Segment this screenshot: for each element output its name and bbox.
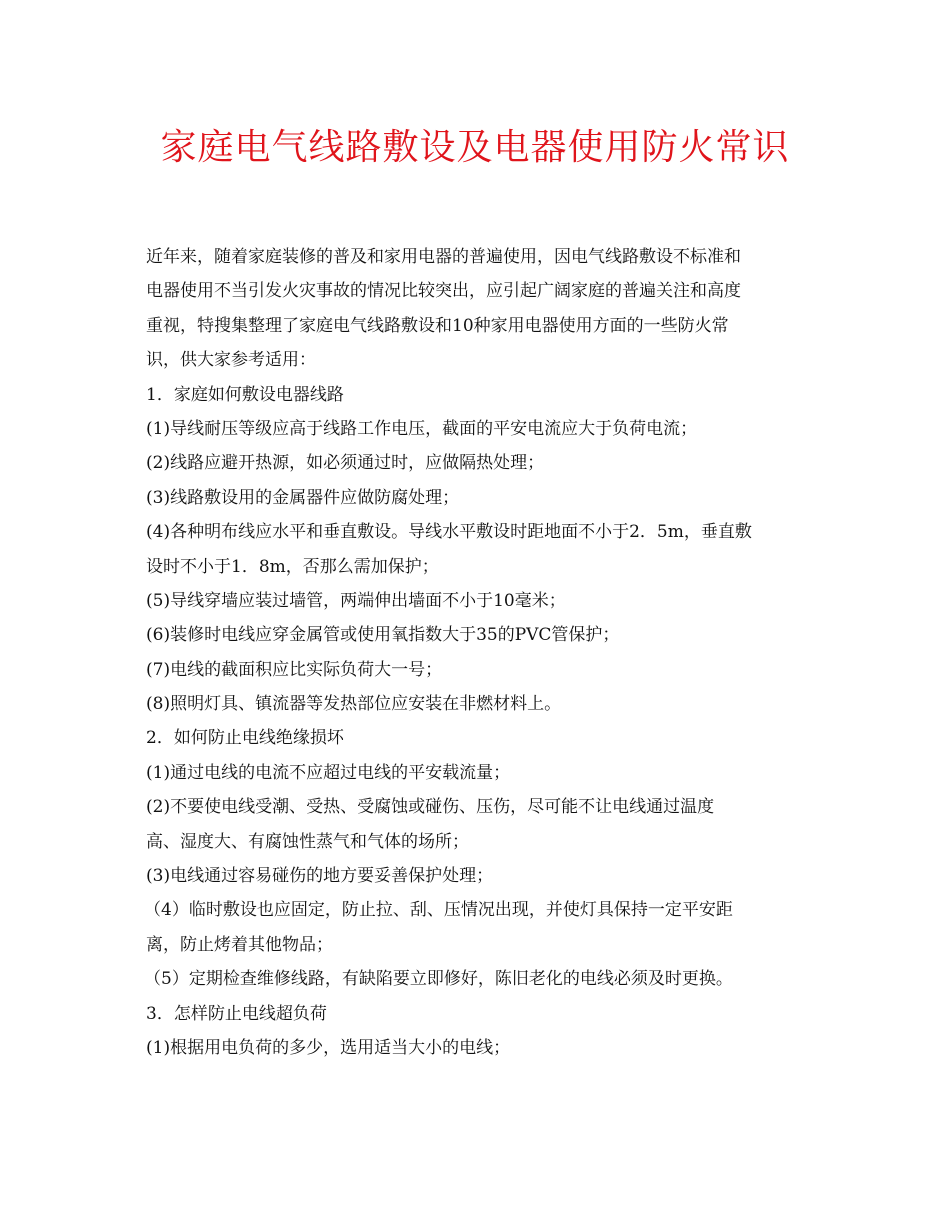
paragraph-line: 近年来，随着家庭装修的普及和家用电器的普遍使用，因电气线路敷设不标准和 xyxy=(146,247,741,267)
paragraph-line: 重视，特搜集整理了家庭电气线路敷设和10种家用电器使用方面的一些防火常 xyxy=(146,315,729,336)
list-item: (7)电线的截面积应比实际负荷大一号； xyxy=(146,659,443,680)
list-item: (3)电线通过容易碰伤的地方要妥善保护处理； xyxy=(146,866,494,887)
list-item-continuation: 离，防止烤着其他物品； xyxy=(146,934,333,955)
document-title: 家庭电气线路敷设及电器使用防火常识 xyxy=(160,127,790,168)
list-item: (8)照明灯具、镇流器等发热部位应安装在非燃材料上。 xyxy=(146,694,562,715)
list-item: (4)各种明布线应水平和垂直敷设。导线水平敷设时距地面不小于2．5m，垂直敷 xyxy=(146,522,752,543)
list-item: (2)不要使电线受潮、受热、受腐蚀或碰伤、压伤，尽可能不让电线通过温度 xyxy=(146,797,715,818)
list-item: (6)装修时电线应穿金属管或使用氧指数大于35的PVC管保护； xyxy=(146,625,620,646)
paragraph-line: 识，供大家参考适用： xyxy=(146,350,316,371)
list-item: （5）定期检查维修线路，有缺陷要立即修好，陈旧老化的电线必须及时更换。 xyxy=(144,969,733,990)
section-heading: 3．怎样防止电线超负荷 xyxy=(146,1003,327,1024)
paragraph-line: 电器使用不当引发火灾事故的情况比较突出，应引起广阔家庭的普遍关注和高度 xyxy=(146,281,741,302)
list-item: (1)根据用电负荷的多少，选用适当大小的电线； xyxy=(146,1037,511,1058)
list-item-continuation: 设时不小于1．8m，否那么需加保护； xyxy=(146,556,439,577)
list-item: (2)线路应避开热源，如必须通过时，应做隔热处理； xyxy=(146,453,545,474)
section-heading: 1．家庭如何敷设电器线路 xyxy=(146,384,344,405)
list-item: (5)导线穿墙应装过墙管，两端伸出墙面不小于10毫米； xyxy=(146,590,566,611)
document-body xyxy=(146,240,810,1065)
list-item: (1)导线耐压等级应高于线路工作电压，截面的平安电流应大于负荷电流； xyxy=(146,418,698,439)
list-item-continuation: 高、湿度大、有腐蚀性蒸气和气体的场所； xyxy=(146,831,469,852)
list-item: (3)线路敷设用的金属器件应做防腐处理； xyxy=(146,487,460,508)
list-item: (1)通过电线的电流不应超过电线的平安载流量； xyxy=(146,762,511,783)
list-item: （4）临时敷设也应固定，防止拉、刮、压情况出现，并使灯具保持一定平安距 xyxy=(144,900,733,921)
section-heading: 2．如何防止电线绝缘损坏 xyxy=(146,728,344,749)
